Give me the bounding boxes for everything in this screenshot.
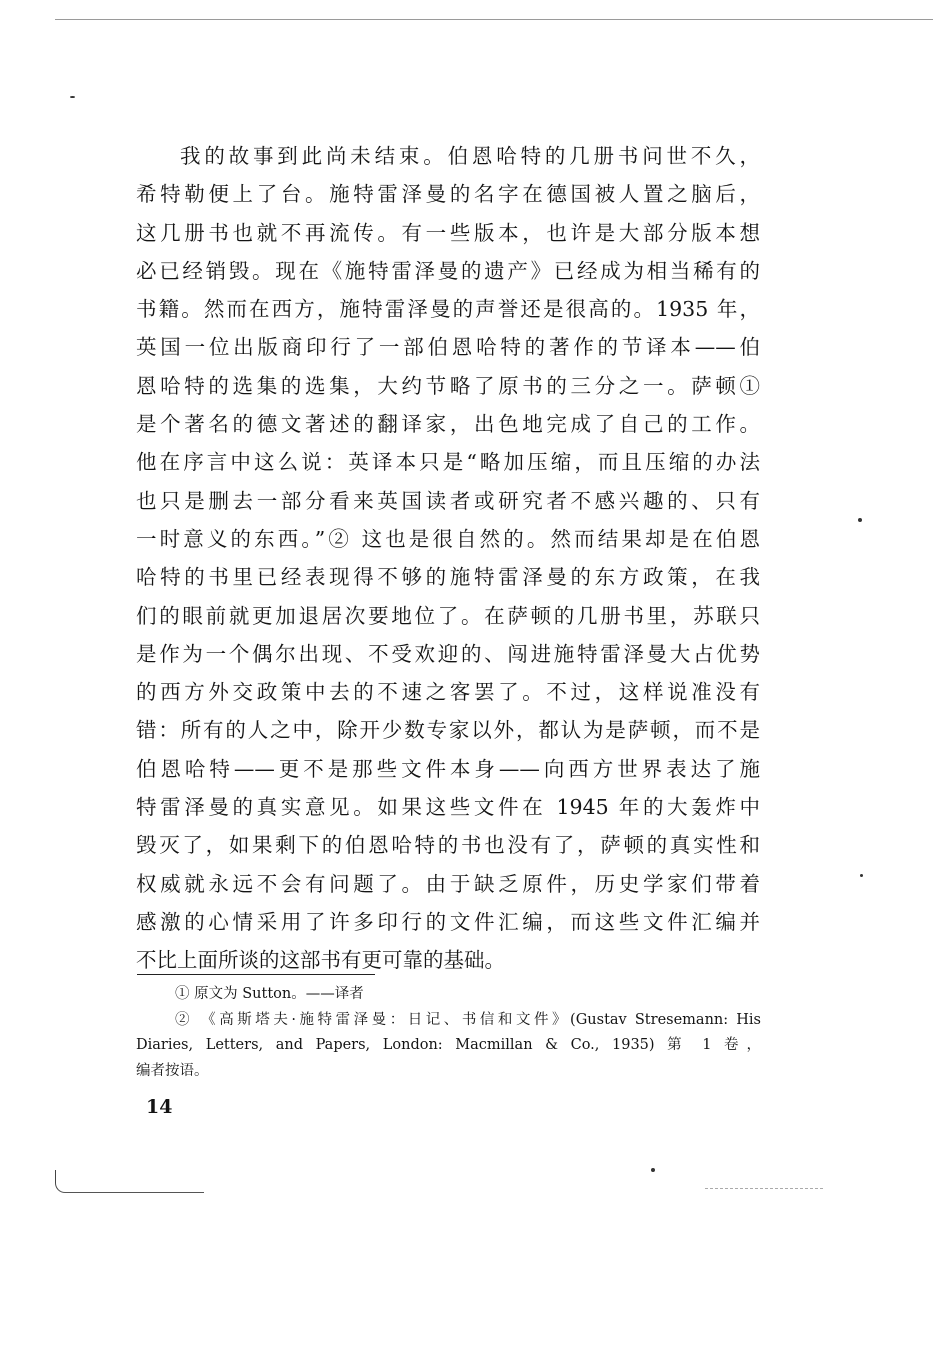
scan-speck: [860, 874, 863, 877]
text-line: 特雷泽曼的真实意见。如果这些文件在 1945 年的大轰炸中: [136, 795, 760, 820]
body-paragraph: [136, 137, 760, 980]
text-line: 们的眼前就更加退居次要地位了。在萨顿的几册书里，苏联只: [136, 603, 760, 628]
scan-speck: [651, 1168, 655, 1172]
scan-speck: [858, 518, 862, 522]
text-line: 必已经销毁。现在《施特雷泽曼的遗产》已经成为相当稀有的: [136, 258, 760, 283]
text-line: 毁灭了，如果剩下的伯恩哈特的书也没有了，萨顿的真实性和: [136, 833, 760, 858]
scan-edge-mark: [55, 1170, 204, 1193]
text-line: 也只是删去一部分看来英国读者或研究者不感兴趣的、只有: [136, 488, 760, 513]
text-line: 这几册书也就不再流传。有一些版本，也许是大部分版本想: [136, 220, 760, 245]
text-line: 他在序言中这么说：英译本只是“略加压缩，而且压缩的办法: [136, 450, 760, 475]
text-line: 恩哈特的选集的选集，大约节略了原书的三分之一。萨顿①: [136, 373, 760, 398]
footnote-divider: [137, 974, 375, 975]
text-line: 不比上面所谈的这部书有更可靠的基础。: [136, 948, 505, 973]
text-line: 哈特的书里已经表现得不够的施特雷泽曼的东方政策，在我: [136, 565, 760, 590]
text-line: 希特勒便上了台。施特雷泽曼的名字在德国被人置之脑后，: [136, 182, 760, 207]
footnote-1: ① 原文为 Sutton。——译者: [175, 986, 364, 1002]
text-line: 是作为一个偶尔出现、不受欢迎的、闯进施特雷泽曼大占优势: [136, 641, 760, 666]
text-line: 权威就永远不会有问题了。由于缺乏原件，历史学家们带着: [136, 871, 760, 896]
text-line: 的西方外交政策中去的不速之客罢了。不过，这样说准没有: [136, 680, 760, 705]
scan-edge-mark: [705, 1188, 823, 1189]
text-line: 书籍。然而在西方，施特雷泽曼的声誉还是很高的。1935 年，: [136, 297, 760, 322]
footnote-2-line: ② 《高斯塔夫·施特雷泽曼：日记、书信和文件》(Gustav Stresemann: His: [175, 1011, 761, 1028]
text-line: 感激的心情采用了许多印行的文件汇编，而这些文件汇编并: [136, 909, 760, 934]
page-number: 14: [146, 1096, 173, 1118]
footnotes: [136, 982, 761, 1084]
text-line: 错：所有的人之中，除开少数专家以外，都认为是萨顿，而不是: [136, 718, 760, 743]
text-line: 一时意义的东西。”② 这也是很自然的。然而结果却是在伯恩: [136, 526, 760, 551]
text-line: 伯恩哈特——更不是那些文件本身——向西方世界表达了施: [136, 756, 760, 781]
footnote-2-line: 编者按语。: [136, 1062, 209, 1079]
top-rule: [55, 19, 933, 20]
scan-speck: [70, 96, 75, 98]
text-line: 是个著名的德文著述的翻译家，出色地完成了自己的工作。: [136, 412, 760, 437]
footnote-2-line: Diaries, Letters, and Papers, London: Macmillan & Co., 1935) 第 1 卷，: [136, 1037, 761, 1053]
text-line: 英国一位出版商印行了一部伯恩哈特的著作的节译本——伯: [136, 335, 760, 360]
text-line: 我的故事到此尚未结束。伯恩哈特的几册书问世不久，: [180, 144, 760, 168]
